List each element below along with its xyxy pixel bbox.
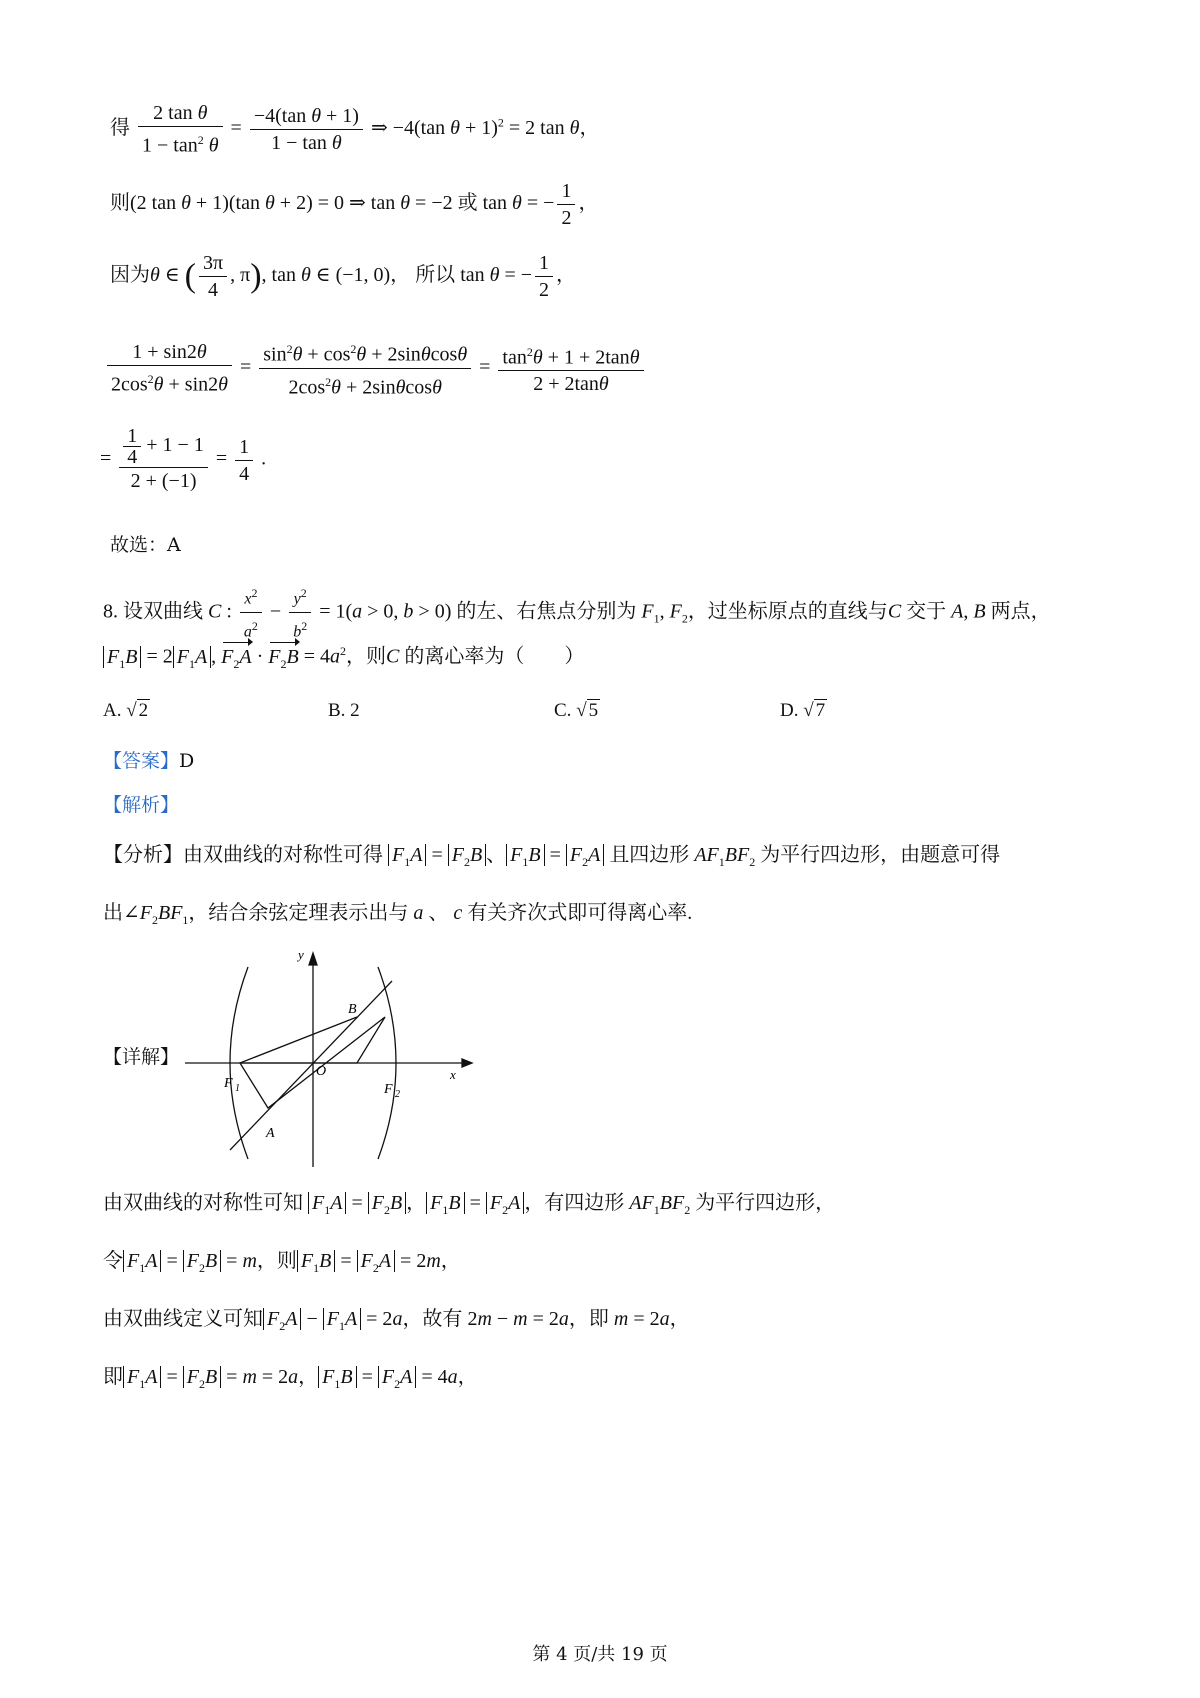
label-o: O [316, 1064, 327, 1079]
label-y: y [298, 947, 304, 962]
text: 的左、右焦点分别为 [456, 600, 637, 623]
text: 令 [103, 1250, 123, 1272]
equation-line-1: 得 $\frac{\text{2 tan θ}}{1 - \tan^2 \theta}$ = $\frac{\text{−4(tan θ + 1)}}{\text{1 − tan θ}}$ ⇒ −4(tan θ + 1)$^2$ = 2 tan θ， [110, 102, 600, 157]
equation-line-3: 因为θ ∈ ( $\frac{3\pi}{4}$ , π), tan θ ∈ (−1, 0)， 所以 tan θ = − $\frac{1}{2}$ ， [110, 252, 577, 301]
option-label: C. [554, 700, 572, 721]
text: 且四边形 [609, 844, 690, 866]
text: 的离心率为（ ） [404, 645, 585, 668]
text: ，结合余弦定理表示出与 [188, 902, 409, 924]
text: ，过坐标原点的直线与 [687, 600, 888, 623]
text: 由双曲线的对称性可得 [183, 844, 383, 866]
text: 交于 [906, 600, 947, 623]
text: 或 [457, 192, 478, 215]
detail-tag: 【详解】 [103, 1046, 180, 1068]
equation-line-4: $\frac{1 + \sin 2\theta}{2\cos^2\theta + \sin 2\theta}$ = $\frac{\sin^2\theta + \cos^2\theta + 2\sin\theta\cos\theta}{2\cos^2\theta + 2\sin\theta\cos\theta}$ = $\frac{\tan^2\theta + 1 + 2\tan\theta}{2 + 2\tan\theta}$ [104, 336, 647, 400]
diagonal-f1-b [240, 1017, 357, 1063]
line-through-origin [230, 981, 392, 1150]
detail-line-1: 由双曲线的对称性可知 $F_1A = F_2B$ ， $F_1B = F_2A$ ，有四边形 $AF_1BF_2$ 为平行四边形， [103, 1192, 836, 1217]
label-f1-sub: 1 [235, 1083, 240, 1094]
text: 即 [103, 1366, 123, 1388]
detail-line-2: 令 $F_1A = F_2B = m$，则 $F_1B = F_2A = 2m$， [103, 1250, 461, 1275]
label-f2-sub: 2 [395, 1089, 400, 1100]
text: ，则 [345, 645, 386, 668]
text: ，故有 [402, 1308, 463, 1330]
detail-line-3: 由双曲线定义可知 $F_2A - F_1A = 2a$，故有 2m − m = 2a，即 m = 2a， [103, 1308, 690, 1333]
text: 所以 [415, 264, 456, 287]
x-axis-arrow [462, 1059, 472, 1067]
option-b: B. 2 [328, 700, 360, 721]
question-number: 8. [103, 600, 118, 623]
text: ，则 [256, 1250, 297, 1272]
label-b: B [348, 1002, 357, 1017]
hyperbola-figure [180, 945, 480, 1170]
option-a: A. √ 2 [103, 700, 149, 721]
answer-value: D [179, 750, 195, 772]
text: 由双曲线的对称性可知 [103, 1192, 303, 1214]
analysis-line-2: 出$\angle F_2BF_1$，结合余弦定理表示出与 a 、 c 有关齐次式即可得离心率. [103, 902, 693, 927]
text: ，即 [568, 1308, 609, 1330]
text: 两点， [990, 600, 1051, 623]
choice-line: 故选：A [110, 534, 181, 556]
y-axis-arrow [309, 953, 317, 965]
text: 为平行四边形， [695, 1192, 836, 1214]
equation-line-5: = $\frac{1}{4}$ + 1 − 1 2 + (−1) = $\frac{1}{4}$ . [100, 425, 267, 492]
analysis-line-1: 【分析】由双曲线的对称性可得 $F_1A = F_2B$ 、 $F_1B = F_2A$ 且四边形 $AF_1BF_2$ 为平行四边形，由题意可得 [103, 844, 1001, 869]
label-f2: F [384, 1082, 393, 1097]
text: 设双曲线 [123, 600, 203, 623]
option-c: C. √ 5 [554, 700, 599, 721]
equation-line-2: 则(2 tan θ + 1)(tan θ + 2) = 0 ⇒ tan θ = −2 或 tan θ = − $\frac{1}{2}$ ， [110, 180, 599, 229]
option-label: A. [103, 700, 122, 721]
label-x: x [450, 1067, 456, 1082]
text: 则 [110, 192, 130, 215]
text: 有关齐次式即可得离心率. [467, 902, 693, 924]
text: ，有四边形 [524, 1192, 625, 1214]
text: 由双曲线定义可知 [103, 1308, 263, 1330]
detail-line-4: 即 $F_1A = F_2B = m = 2a$， $F_1B = F_2A = 4a$， [103, 1366, 478, 1391]
answer-tag: 【答案】 [103, 750, 180, 772]
option-label: D. [780, 700, 799, 721]
text: 为平行四边形，由题意可得 [760, 844, 1001, 866]
question-8-line-1: 8. 设双曲线 C : $\frac{x^2}{a^2}$ − $\frac{y^2}{b^2}$ = 1(a > 0, b > 0) 的左、右焦点分别为 $F_1$, $F_2$，过坐标原点的直线与C 交于 A, B 两点， [103, 580, 1051, 646]
option-d: D. √ 7 [780, 700, 826, 721]
answer-line [103, 748, 194, 774]
text: 因为 [110, 264, 150, 287]
text: 【分析】 [103, 844, 183, 866]
label-f1: F [224, 1076, 233, 1091]
question-8-line-2: $F_1B = 2$ $F_1A$ , $F_2A \cdot F_2B = 4a^2$，则C 的离心率为（ ） [103, 638, 584, 677]
text: 得 [110, 116, 130, 139]
analysis-tag: 【解析】 [103, 794, 180, 816]
text: 出 [103, 902, 123, 924]
label-a: A [266, 1126, 275, 1141]
page-footer: 第 4 页/共 19 页 [532, 1644, 668, 1665]
